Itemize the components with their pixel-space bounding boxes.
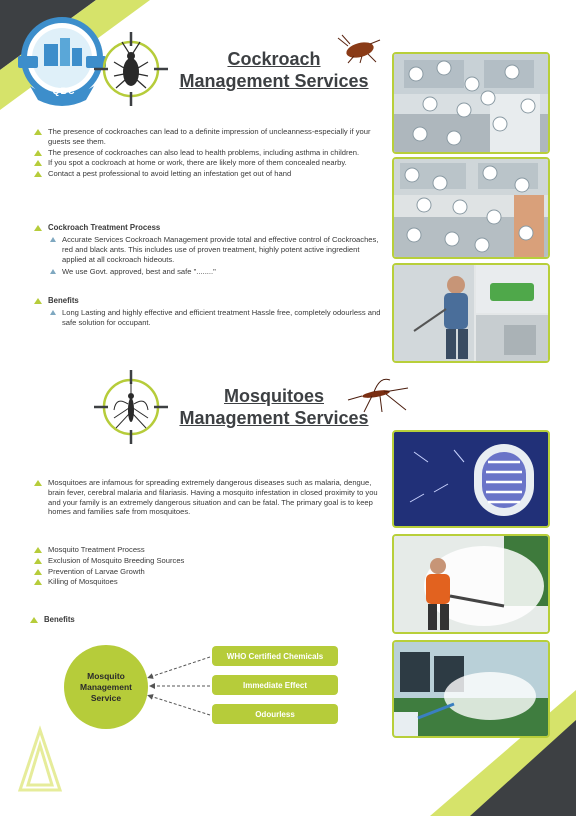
list-item: Mosquito Treatment Process bbox=[32, 545, 332, 555]
cockroach-benefits-heading: Benefits bbox=[32, 296, 79, 305]
cockroach-process-heading: Cockroach Treatment Process bbox=[32, 223, 160, 232]
benefit-immediate-effect bbox=[212, 675, 338, 695]
mosquito-service-node bbox=[64, 645, 148, 729]
benefit-who-certified bbox=[212, 646, 338, 666]
benefit-label: Immediate Effect bbox=[242, 680, 308, 690]
list-item: The presence of cockroaches can lead to a definite impression of uncleanness-especially if your guests see them. bbox=[32, 127, 380, 147]
list-item: Exclusion of Mosquito Breeding Sources bbox=[32, 556, 332, 566]
mosquito-title-line2: Management Services bbox=[179, 408, 369, 428]
mosquito-service-label: Mosquito Management Service bbox=[80, 670, 132, 703]
list-item: Prevention of Larvae Growth bbox=[32, 567, 332, 577]
benefit-label: Odourless bbox=[255, 709, 295, 719]
cockroach-title-line1: Cockroach bbox=[227, 49, 321, 69]
list-item: Mosquitoes are infamous for spreading extremely dangerous diseases such as malaria, dengue, brain fever, cerebral malaria and filariasis. Having a mosquito infestation in closed proximity to you and your family is an extremely dangerous situation and can be fatal. The primary goal is to keep homes and families safe from mosquitoes. bbox=[32, 478, 382, 517]
mosquito-title-line1: Mosquitoes bbox=[223, 386, 324, 406]
list-item: Long Lasting and highly effective and efficient treatment Hassle free, completely odourless and safe solution for occupant. bbox=[46, 308, 382, 328]
mosquito-benefits-heading: Benefits bbox=[28, 615, 75, 624]
list-item: Killing of Mosquitoes bbox=[32, 577, 332, 587]
logo-text: QBC bbox=[52, 86, 76, 96]
cockroach-title-line2: Management Services bbox=[179, 71, 369, 91]
benefit-odourless bbox=[212, 704, 338, 724]
list-item: The presence of cockroaches can also lead to health problems, including asthma in children. bbox=[32, 148, 380, 158]
list-item: Contact a pest professional to avoid letting an infestation get out of hand bbox=[32, 169, 380, 179]
benefit-label: WHO Certified Chemicals bbox=[226, 651, 324, 661]
list-item: If you spot a cockroach at home or work, there are likely more of them concealed nearby. bbox=[32, 158, 380, 168]
list-item: We use Govt. approved, best and safe "........" bbox=[46, 267, 382, 277]
list-item: Accurate Services Cockroach Management provide total and effective control of Cockroaches, red and black ants. This includes use of proven treatment, highly potent active ingredient applied at all cockroach hideouts. bbox=[46, 235, 382, 264]
